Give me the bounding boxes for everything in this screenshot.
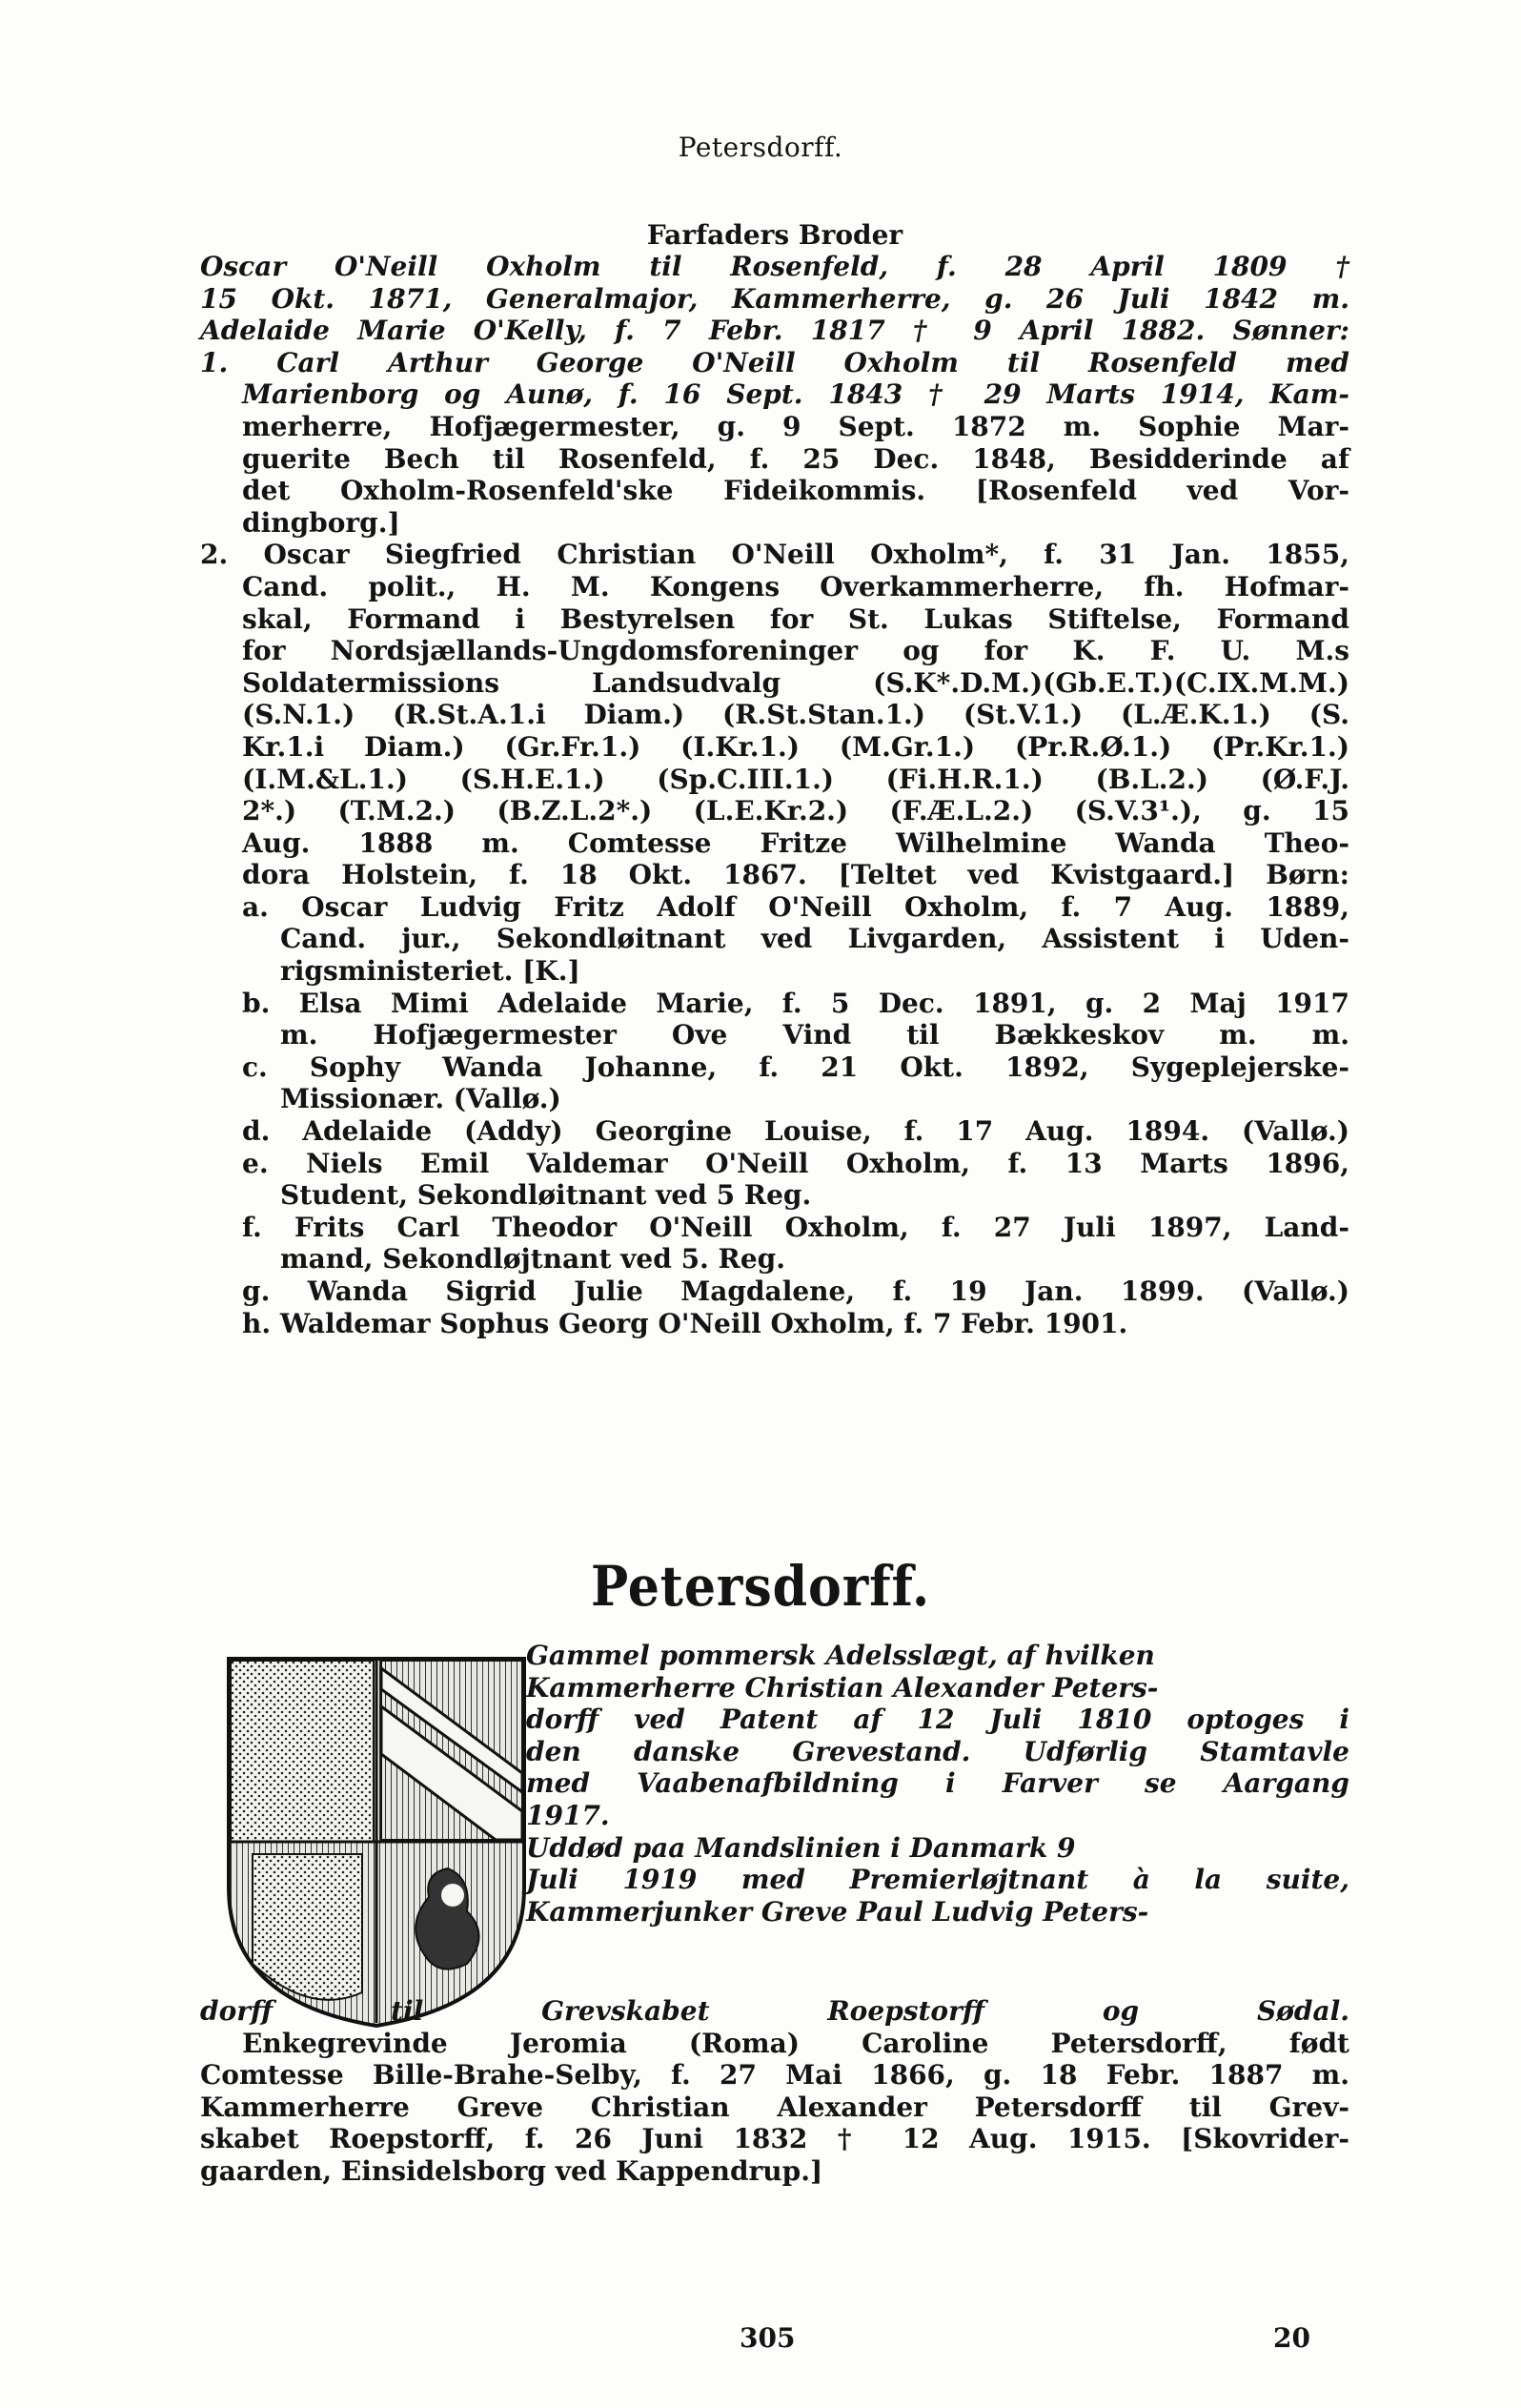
entry-line: Missionær. (Vallø.)	[280, 1083, 561, 1115]
entry-line: det Oxholm-Rosenfeld'ske Fideikommis. [Rosenfeld ved Vor-	[242, 475, 1349, 507]
entry-line: mand, Sekondløjtnant ved 5. Reg.	[280, 1243, 785, 1275]
family-line: Kammerherre Christian Alexander Peters-	[526, 1671, 1159, 1704]
running-head: Petersdorff.	[678, 132, 843, 163]
entry-line: Kr.1.i Diam.) (Gr.Fr.1.) (I.Kr.1.) (M.Gr.1.) (Pr.R.Ø.1.) (Pr.Kr.1.)	[242, 730, 1349, 763]
entry-line: Marienborg og Aunø, f. 16 Sept. 1843 † 29 Marts 1914, Kam-	[242, 378, 1349, 411]
entry-line: d. Adelaide (Addy) Georgine Louise, f. 17 Aug. 1894. (Vallø.)	[242, 1115, 1349, 1148]
closing-line: skabet Roepstorff, f. 26 Juni 1832 † 12 Aug. 1915. [Skovrider-	[200, 2123, 1349, 2155]
family-lines	[526, 1640, 1349, 1928]
family-description	[526, 1640, 1349, 1928]
entry-line: h. Waldemar Sophus Georg O'Neill Oxholm, f. 7 Febr. 1901.	[242, 1307, 1128, 1339]
family-line: dorff ved Patent af 12 Juli 1810 optoges i	[526, 1704, 1349, 1736]
family-line: Kammerjunker Greve Paul Ludvig Peters-	[526, 1895, 1149, 1928]
family-line: 1917.	[526, 1799, 610, 1831]
entry-line: (I.M.&L.1.) (S.H.E.1.) (Sp.C.III.1.) (Fi.H.R.1.) (B.L.2.) (Ø.F.J.	[242, 763, 1349, 795]
entry-line: 15 Okt. 1871, Generalmajor, Kammerherre, g. 26 Juli 1842 m.	[200, 282, 1349, 315]
entry-line: rigsministeriet. [K.]	[280, 955, 580, 988]
entry-line: f. Frits Carl Theodor O'Neill Oxholm, f. 27 Juli 1897, Land-	[242, 1211, 1349, 1243]
closing-lines	[200, 1995, 1349, 2188]
entry-line: c. Sophy Wanda Johanne, f. 21 Okt. 1892, Sygeplejerske-	[242, 1051, 1349, 1083]
closing-line: Comtesse Bille-Brahe-Selby, f. 27 Mai 1866, g. 18 Febr. 1887 m.	[200, 2059, 1349, 2092]
family-line: med Vaabenafbildning i Farver se Aargang	[526, 1767, 1349, 1800]
closing-line: dorff til Grevskabet Roepstorff og Sødal.	[200, 1995, 1349, 2027]
entry-line: (S.N.1.) (R.St.A.1.i Diam.) (R.St.Stan.1.) (St.V.1.) (L.Æ.K.1.) (S.	[242, 699, 1349, 731]
entry-line: e. Niels Emil Valdemar O'Neill Oxholm, f. 13 Marts 1896,	[242, 1147, 1349, 1179]
entry-line: g. Wanda Sigrid Julie Magdalene, f. 19 Jan. 1899. (Vallø.)	[242, 1275, 1349, 1307]
family-line: Juli 1919 med Premierløjtnant à la suite,	[526, 1864, 1349, 1896]
family-line: Gammel pommersk Adelsslægt, af hvilken	[526, 1640, 1155, 1671]
entry-line: Oscar O'Neill Oxholm til Rosenfeld, f. 28 April 1809 †	[200, 251, 1349, 282]
entry-line: Cand. polit., H. M. Kongens Overkammerherre, fh. Hofmar-	[242, 570, 1349, 602]
entry-line: 2*.) (T.M.2.) (B.Z.L.2*.) (L.E.Kr.2.) (F.Æ.L.2.) (S.V.3¹.), g. 15	[242, 795, 1349, 827]
closing-line: Kammerherre Greve Christian Alexander Petersdorff til Grev-	[200, 2091, 1349, 2123]
closing-line: gaarden, Einsidelsborg ved Kappendrup.]	[200, 2154, 823, 2187]
entry-line: Adelaide Marie O'Kelly, f. 7 Febr. 1817 † 9 April 1882. Sønner:	[200, 315, 1349, 347]
entry-line: dora Holstein, f. 18 Okt. 1867. [Teltet ved Kvistgaard.] Børn:	[242, 859, 1349, 891]
family-title: Petersdorff.	[590, 1554, 931, 1619]
entry-line: merherre, Hofjægermester, g. 9 Sept. 1872 m. Sophie Mar-	[242, 410, 1349, 442]
entry-line: b. Elsa Mimi Adelaide Marie, f. 5 Dec. 1891, g. 2 Maj 1917	[242, 987, 1349, 1019]
entry-line: Student, Sekondløitnant ved 5 Reg.	[280, 1179, 812, 1212]
family-line: den danske Grevestand. Udførlig Stamtavle	[526, 1735, 1349, 1767]
entry-block	[200, 219, 1349, 1339]
entry-line: 2. Oscar Siegfried Christian O'Neill Oxholm*, f. 31 Jan. 1855,	[200, 539, 1349, 571]
entry-line: skal, Formand i Bestyrelsen for St. Lukas Stiftelse, Formand	[242, 602, 1349, 635]
entry-line: Cand. jur., Sekondløitnant ved Livgarden, Assistent i Uden-	[280, 923, 1349, 955]
entry-line: for Nordsjællands-Ungdomsforeninger og for K. F. U. M.s	[242, 635, 1349, 667]
entry-line: 1. Carl Arthur George O'Neill Oxholm til Rosenfeld med	[200, 346, 1349, 378]
signature-mark: 20	[1273, 2322, 1310, 2354]
entry-line: Aug. 1888 m. Comtesse Fritze Wilhelmine Wanda Theo-	[242, 826, 1349, 859]
page-number: 305	[740, 2322, 796, 2354]
entry-lines	[200, 251, 1349, 1339]
entry-line: guerite Bech til Rosenfeld, f. 25 Dec. 1848, Besidderinde af	[242, 442, 1349, 475]
closing-line: Enkegrevinde Jeromia (Roma) Caroline Petersdorff, født	[242, 2027, 1349, 2059]
entry-line: Soldatermissions Landsudvalg (S.K*.D.M.)(Gb.E.T.)(C.IX.M.M.)	[242, 666, 1349, 699]
family-line: Uddød paa Mandslinien i Danmark 9	[526, 1831, 1076, 1864]
section-heading: Farfaders Broder	[646, 219, 903, 251]
coat-of-arms-icon	[219, 1649, 534, 2030]
closing-block	[200, 1995, 1349, 2188]
entry-line: m. Hofjægermester Ove Vind til Bækkeskov m. m.	[280, 1019, 1349, 1051]
entry-line: dingborg.]	[242, 506, 400, 539]
entry-line: a. Oscar Ludvig Fritz Adolf O'Neill Oxholm, f. 7 Aug. 1889,	[242, 890, 1349, 923]
